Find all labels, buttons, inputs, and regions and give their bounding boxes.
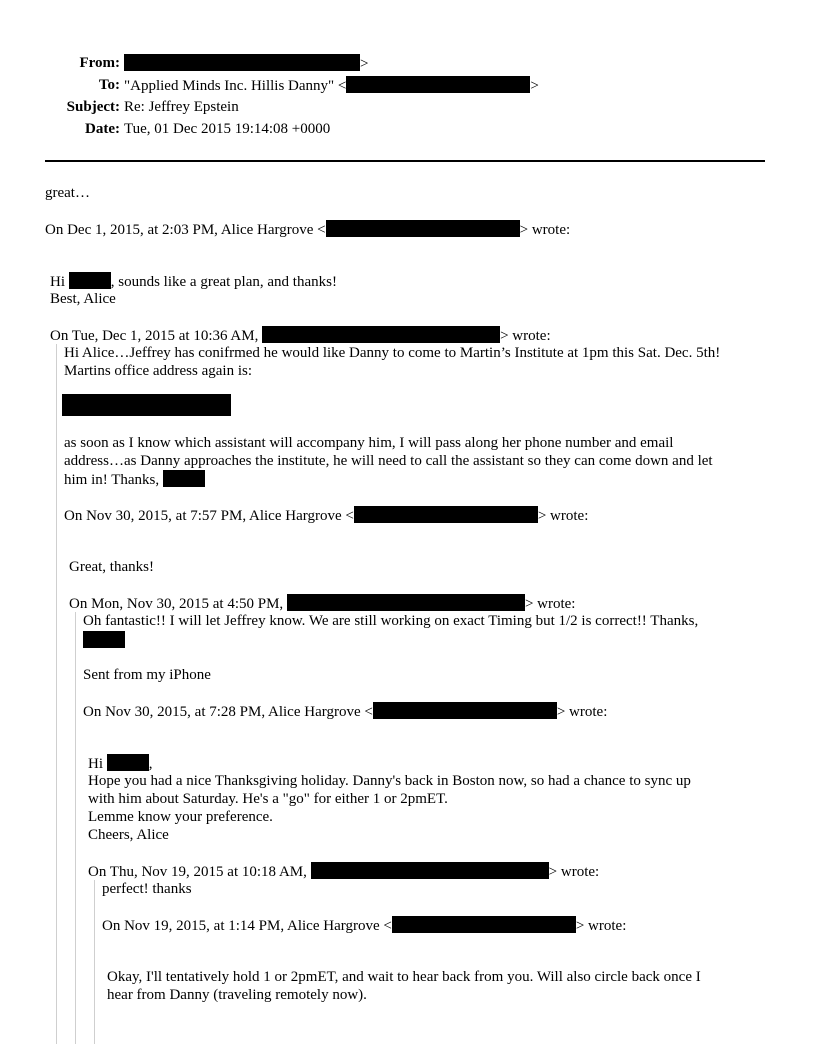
- redaction-bar: [392, 916, 576, 933]
- quote-attribution-7: [102, 916, 626, 935]
- greeting-text: Hi: [88, 756, 107, 772]
- quote-attribution-4: [69, 594, 575, 613]
- attrib-text: > wrote:: [556, 704, 608, 720]
- quote7-line-1: Okay, I'll tentatively hold 1 or 2pmET, and wait to hear back from you. Will also circle back once I: [107, 969, 701, 985]
- reply-text: great…: [45, 185, 90, 201]
- attrib-text: On Dec 1, 2015, at 2:03 PM, Alice Hargrove <: [45, 222, 326, 238]
- greeting-text: Hi: [50, 274, 69, 290]
- to-label: To:: [98, 77, 120, 93]
- from-suffix: >: [360, 56, 369, 72]
- quote-attribution-6: [88, 862, 599, 881]
- attrib-text: > wrote:: [537, 508, 589, 524]
- quote3-text: Great, thanks!: [69, 559, 154, 575]
- redaction-bar: [373, 702, 557, 719]
- quote2-line-1: as soon as I know which assistant will accompany him, I will pass along her phone number and email: [64, 435, 674, 451]
- header-divider: [45, 160, 765, 162]
- quote2-paragraph-1: Hi Alice…Jeffrey has conifrmed he would like Danny to come to Martin’s Institute at 1pm this Sat. Dec. 5th! Martins office address again is:: [64, 345, 721, 379]
- attrib-text: On Nov 30, 2015, at 7:28 PM, Alice Hargrove <: [83, 704, 373, 720]
- quote-bar-level-6: [94, 880, 95, 1044]
- quote5-line-3: Lemme know your preference.: [88, 809, 273, 825]
- attrib-text: > wrote:: [519, 222, 571, 238]
- quote-attribution-2: [50, 326, 551, 345]
- redaction-bar: [62, 394, 231, 416]
- to-name: "Applied Minds Inc. Hillis Danny" <: [124, 78, 347, 94]
- quote2-line-2: address…as Danny approaches the institute, he will need to call the assistant so they can come down and let: [64, 453, 713, 469]
- to-value: [124, 76, 539, 95]
- date-value: Tue, 01 Dec 2015 19:14:08 +0000: [124, 121, 331, 137]
- quote5-greeting: [88, 754, 153, 773]
- attrib-text: On Mon, Nov 30, 2015 at 4:50 PM,: [69, 596, 287, 612]
- quote7-line-2: hear from Danny (traveling remotely now).: [107, 987, 367, 1003]
- attrib-text: > wrote:: [575, 918, 627, 934]
- quote4-sent-from: Sent from my iPhone: [83, 667, 211, 683]
- quote-attribution-5: [83, 702, 607, 721]
- attrib-text: > wrote:: [524, 596, 576, 612]
- redaction-bar: [311, 862, 549, 879]
- attrib-text: On Tue, Dec 1, 2015 at 10:36 AM,: [50, 328, 263, 344]
- attrib-text: > wrote:: [500, 328, 551, 344]
- to-suffix: >: [530, 78, 539, 94]
- quote-bar-level-2: [56, 344, 57, 1044]
- subject-label: Subject:: [66, 99, 120, 115]
- quote4-text: Oh fantastic!! I will let Jeffrey know. We are still working on exact Timing but 1/2 is correct!! Thanks,: [83, 613, 699, 629]
- redaction-bar: [346, 76, 530, 93]
- quote4-signature: [83, 631, 125, 650]
- greeting-text: ,: [148, 756, 153, 772]
- redaction-bar: [326, 220, 520, 237]
- redaction-bar: [163, 470, 205, 487]
- quote-attribution-3: [64, 506, 588, 525]
- redaction-bar: [69, 272, 111, 289]
- quote5-line-4: Cheers, Alice: [88, 827, 169, 843]
- quote-bar-level-4: [75, 612, 76, 1044]
- redaction-bar: [262, 326, 500, 343]
- quote1-greeting: [50, 272, 337, 291]
- quote-attribution-1: [45, 220, 570, 239]
- redaction-bar: [354, 506, 538, 523]
- attrib-text: On Nov 19, 2015, at 1:14 PM, Alice Hargrove <: [102, 918, 392, 934]
- attrib-text: On Nov 30, 2015, at 7:57 PM, Alice Hargrove <: [64, 508, 354, 524]
- attrib-text: > wrote:: [548, 864, 600, 880]
- attrib-text: On Thu, Nov 19, 2015 at 10:18 AM,: [88, 864, 311, 880]
- quote1-signoff: Best, Alice: [50, 291, 116, 307]
- date-label: Date:: [85, 121, 120, 137]
- greeting-text: , sounds like a great plan, and thanks!: [110, 274, 337, 290]
- address-redaction: [62, 394, 231, 418]
- redaction-bar: [83, 631, 125, 648]
- quote6-text: perfect! thanks: [102, 881, 192, 897]
- redaction-bar: [124, 54, 360, 71]
- quote5-line-2: with him about Saturday. He's a "go" for either 1 or 2pmET.: [88, 791, 448, 807]
- from-label: From:: [79, 55, 120, 71]
- quote5-line-1: Hope you had a nice Thanksgiving holiday. Danny's back in Boston now, so had a chance to sync up: [88, 773, 691, 789]
- redaction-bar: [287, 594, 525, 611]
- quote2-line-3: [64, 470, 205, 489]
- thanks-text: him in! Thanks,: [64, 472, 163, 488]
- redaction-bar: [107, 754, 149, 771]
- subject-value: Re: Jeffrey Epstein: [124, 99, 239, 115]
- from-value: [124, 54, 368, 73]
